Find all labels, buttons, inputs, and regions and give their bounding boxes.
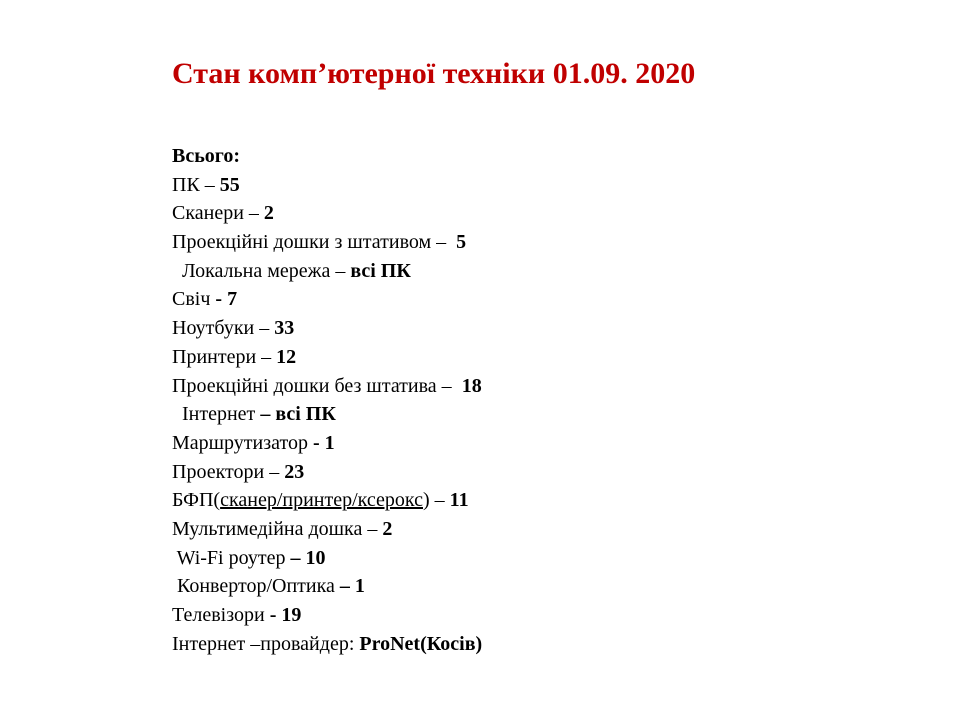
item-label: Проектори – bbox=[172, 460, 285, 483]
item-value: - 1 bbox=[312, 431, 335, 454]
item-value: 5 bbox=[456, 231, 467, 254]
item-value: ProNet(Косів) bbox=[359, 632, 483, 655]
item-label: Інтернет –провайдер: bbox=[172, 632, 360, 655]
item-value: 33 bbox=[274, 317, 295, 340]
item-value: - 7 bbox=[215, 288, 238, 311]
item-value: 23 bbox=[284, 460, 305, 483]
item-label: Проекційні дошки без штатива – bbox=[172, 374, 462, 397]
item-label: Wi-Fi роутер bbox=[172, 546, 291, 569]
item-label: Інтернет bbox=[172, 403, 261, 426]
item-scanners bbox=[172, 199, 482, 228]
item-mfp bbox=[172, 486, 482, 515]
item-label: Телевізори bbox=[172, 604, 270, 626]
item-label: Сканери – bbox=[172, 202, 264, 225]
slide-title: Стан комп’ютерної техніки 01.09. 2020 bbox=[172, 57, 696, 90]
item-value: – 1 bbox=[339, 575, 365, 598]
item-label: Мультимедійна дошка – bbox=[172, 517, 383, 540]
item-laptops bbox=[172, 314, 482, 343]
item-printers bbox=[172, 343, 482, 372]
inventory-list bbox=[172, 142, 482, 658]
item-switch bbox=[172, 285, 482, 314]
item-label: БФП( bbox=[172, 489, 221, 512]
item-label-after: ) – bbox=[423, 489, 450, 512]
item-boards-with-stand bbox=[172, 228, 482, 257]
total-heading: Всього: bbox=[172, 145, 241, 167]
item-boards-without-stand bbox=[172, 372, 482, 401]
item-value: всі ПК bbox=[350, 259, 411, 282]
item-projectors bbox=[172, 458, 482, 487]
item-value: 2 bbox=[263, 202, 274, 225]
item-label: Ноутбуки – bbox=[172, 317, 275, 340]
item-value: 12 bbox=[276, 345, 297, 368]
item-internet bbox=[172, 400, 482, 429]
item-label: Конвертор/Оптика bbox=[172, 575, 340, 598]
item-label-underlined: сканер/принтер/ксерокс bbox=[220, 489, 423, 512]
item-value: 11 bbox=[449, 489, 469, 512]
item-label: Маршрутизатор bbox=[172, 431, 313, 454]
item-local-network bbox=[172, 257, 482, 286]
item-label: Проекційні дошки з штативом – bbox=[172, 231, 457, 254]
item-router bbox=[172, 429, 482, 458]
item-value: – 10 bbox=[290, 546, 326, 569]
item-label: Свіч bbox=[172, 288, 216, 311]
item-value: – всі ПК bbox=[260, 403, 336, 426]
item-value: 18 bbox=[461, 374, 482, 397]
item-label: Принтери – bbox=[172, 345, 277, 368]
item-pc bbox=[172, 171, 482, 200]
item-wifi-router bbox=[172, 544, 482, 573]
item-label: ПК – bbox=[172, 173, 220, 196]
item-value: - 19 bbox=[269, 604, 302, 626]
item-converter bbox=[172, 572, 482, 601]
item-value: 55 bbox=[219, 173, 240, 196]
item-label: Локальна мережа – bbox=[172, 259, 351, 282]
item-provider bbox=[172, 630, 482, 659]
item-value: 2 bbox=[382, 517, 393, 540]
item-multimedia-board bbox=[172, 515, 482, 544]
item-tvs bbox=[172, 601, 482, 630]
